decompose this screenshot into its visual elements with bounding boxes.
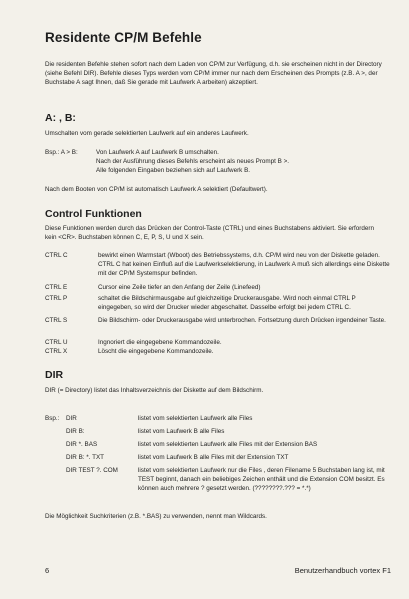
dir-example-description: listet vom Laufwerk B alle Files — [138, 428, 225, 435]
ctrl-key-label: CTRL C — [45, 252, 68, 259]
ctrl-key-label: CTRL S — [45, 317, 68, 324]
ctrl-key-label: CTRL E — [45, 284, 68, 291]
drive-switch-example-line: Alle folgenden Eingaben beziehen sich auf Laufwerk B. — [96, 167, 251, 174]
dir-example-label: Bsp.: — [45, 415, 60, 422]
drive-switch-description: Umschalten vom gerade selektierten Laufwerk auf ein anderes Laufwerk. — [45, 130, 249, 137]
dir-example-description: listet vom selektierten Laufwerk alle Files mit der Extension BAS — [138, 441, 318, 448]
page-title: Residente CP/M Befehle — [45, 30, 202, 45]
drive-switch-heading: A: , B: — [45, 112, 76, 124]
dir-example-description: listet vom Laufwerk B alle Files mit der Extension TXT — [138, 454, 289, 461]
dir-example-command: DIR B: *. TXT — [66, 454, 105, 461]
page-number: 6 — [45, 566, 50, 575]
dir-example-command: DIR TEST ?. COM — [66, 467, 118, 474]
dir-heading: DIR — [45, 369, 64, 381]
dir-example-description: listet vom selektierten Laufwerk nur die Files , deren Filename 5 Buchstaben lang ist, mit TEST beginnt, danach ein beliebiges Zeichen enthält und die Extension COM besitzt. Es können auch mehrere ? gesetzt werden. (????????.??? = *.*) — [138, 467, 385, 492]
ctrl-key-description: schaltet die Bildschirmausgabe auf gleichzeitige Druckerausgabe. Wird noch einmal CTRL P eingegeben, so wird der Drucker wieder abgeschaltet. Dasselbe erfolgt bei jedem CTRL C. — [98, 295, 356, 311]
ctrl-key-label: CTRL X — [45, 348, 68, 355]
intro-paragraph: Die residenten Befehle stehen sofort nach dem Laden von CP/M zur Verfügung, d.h. sie erscheinen nicht in der Directory (siehe Befehl DIR). Befehle dieses Typs werden vom CP/M immer nur nach dem Erscheinen des Prompts (z.B. A >, der Buchstabe A sagt Ihnen, daß Sie gerade mit Laufwerk A arbeiten) akzeptiert. — [45, 61, 382, 86]
book-title: Benutzerhandbuch vortex F1 — [294, 566, 391, 575]
control-functions-intro: Diese Funktionen werden durch das Drücken der Control-Taste (CTRL) und eines Buchstabens aktiviert. Sie erfordern kein <CR>. Buchstaben können C, E, P, S, U und X sein. — [45, 225, 374, 241]
dir-example-command: DIR *. BAS — [66, 441, 98, 448]
dir-example-command: DIR B: — [66, 428, 85, 435]
ctrl-key-description: Ingnoriert die eingegebene Kommandozeile. — [98, 339, 222, 346]
dir-example-description: listet vom selektierten Laufwerk alle Files — [138, 415, 253, 422]
dir-description: DIR (= Directory) listet das Inhaltsverzeichnis der Diskette auf dem Bildschirm. — [45, 387, 264, 394]
drive-switch-default-note: Nach dem Booten von CP/M ist automatisch Laufwerk A selektiert (Defaultwert). — [45, 186, 268, 193]
drive-switch-example-line: Nach der Ausführung dieses Befehls erscheint als neues Prompt B >. — [96, 158, 290, 165]
wildcards-note: Die Möglichkeit Suchkriterien (z.B. *.BAS) zu verwenden, nennt man Wildcards. — [45, 513, 267, 520]
ctrl-key-label: CTRL P — [45, 295, 68, 302]
drive-switch-example-line: Von Laufwerk A auf Laufwerk B umschalten. — [96, 149, 219, 156]
ctrl-key-description: Cursor eine Zeile tiefer an den Anfang der Zeile (Linefeed) — [98, 284, 261, 291]
ctrl-key-description: Die Bildschirm- oder Druckerausgabe wird unterbrochen. Fortsetzung durch Drücken irgendeiner Taste. — [98, 317, 386, 324]
ctrl-key-description: bewirkt einen Warmstart (Wboot) des Betriebssystems, d.h. CP/M wird neu von der Diskette geladen. CTRL C hat keinen Einfluß auf die Laufwerkselektierung, in Laufwerk A muß sich allerdings eine Diskette mit der CP/M Systemspur befinden. — [98, 252, 390, 277]
control-functions-heading: Control Funktionen — [45, 208, 142, 220]
dir-example-command: DIR — [66, 415, 77, 422]
ctrl-key-description: Löscht die eingegebene Kommandozeile. — [98, 348, 214, 355]
ctrl-key-label: CTRL U — [45, 339, 68, 346]
drive-switch-example-label: Bsp.: A > B: — [45, 149, 78, 156]
